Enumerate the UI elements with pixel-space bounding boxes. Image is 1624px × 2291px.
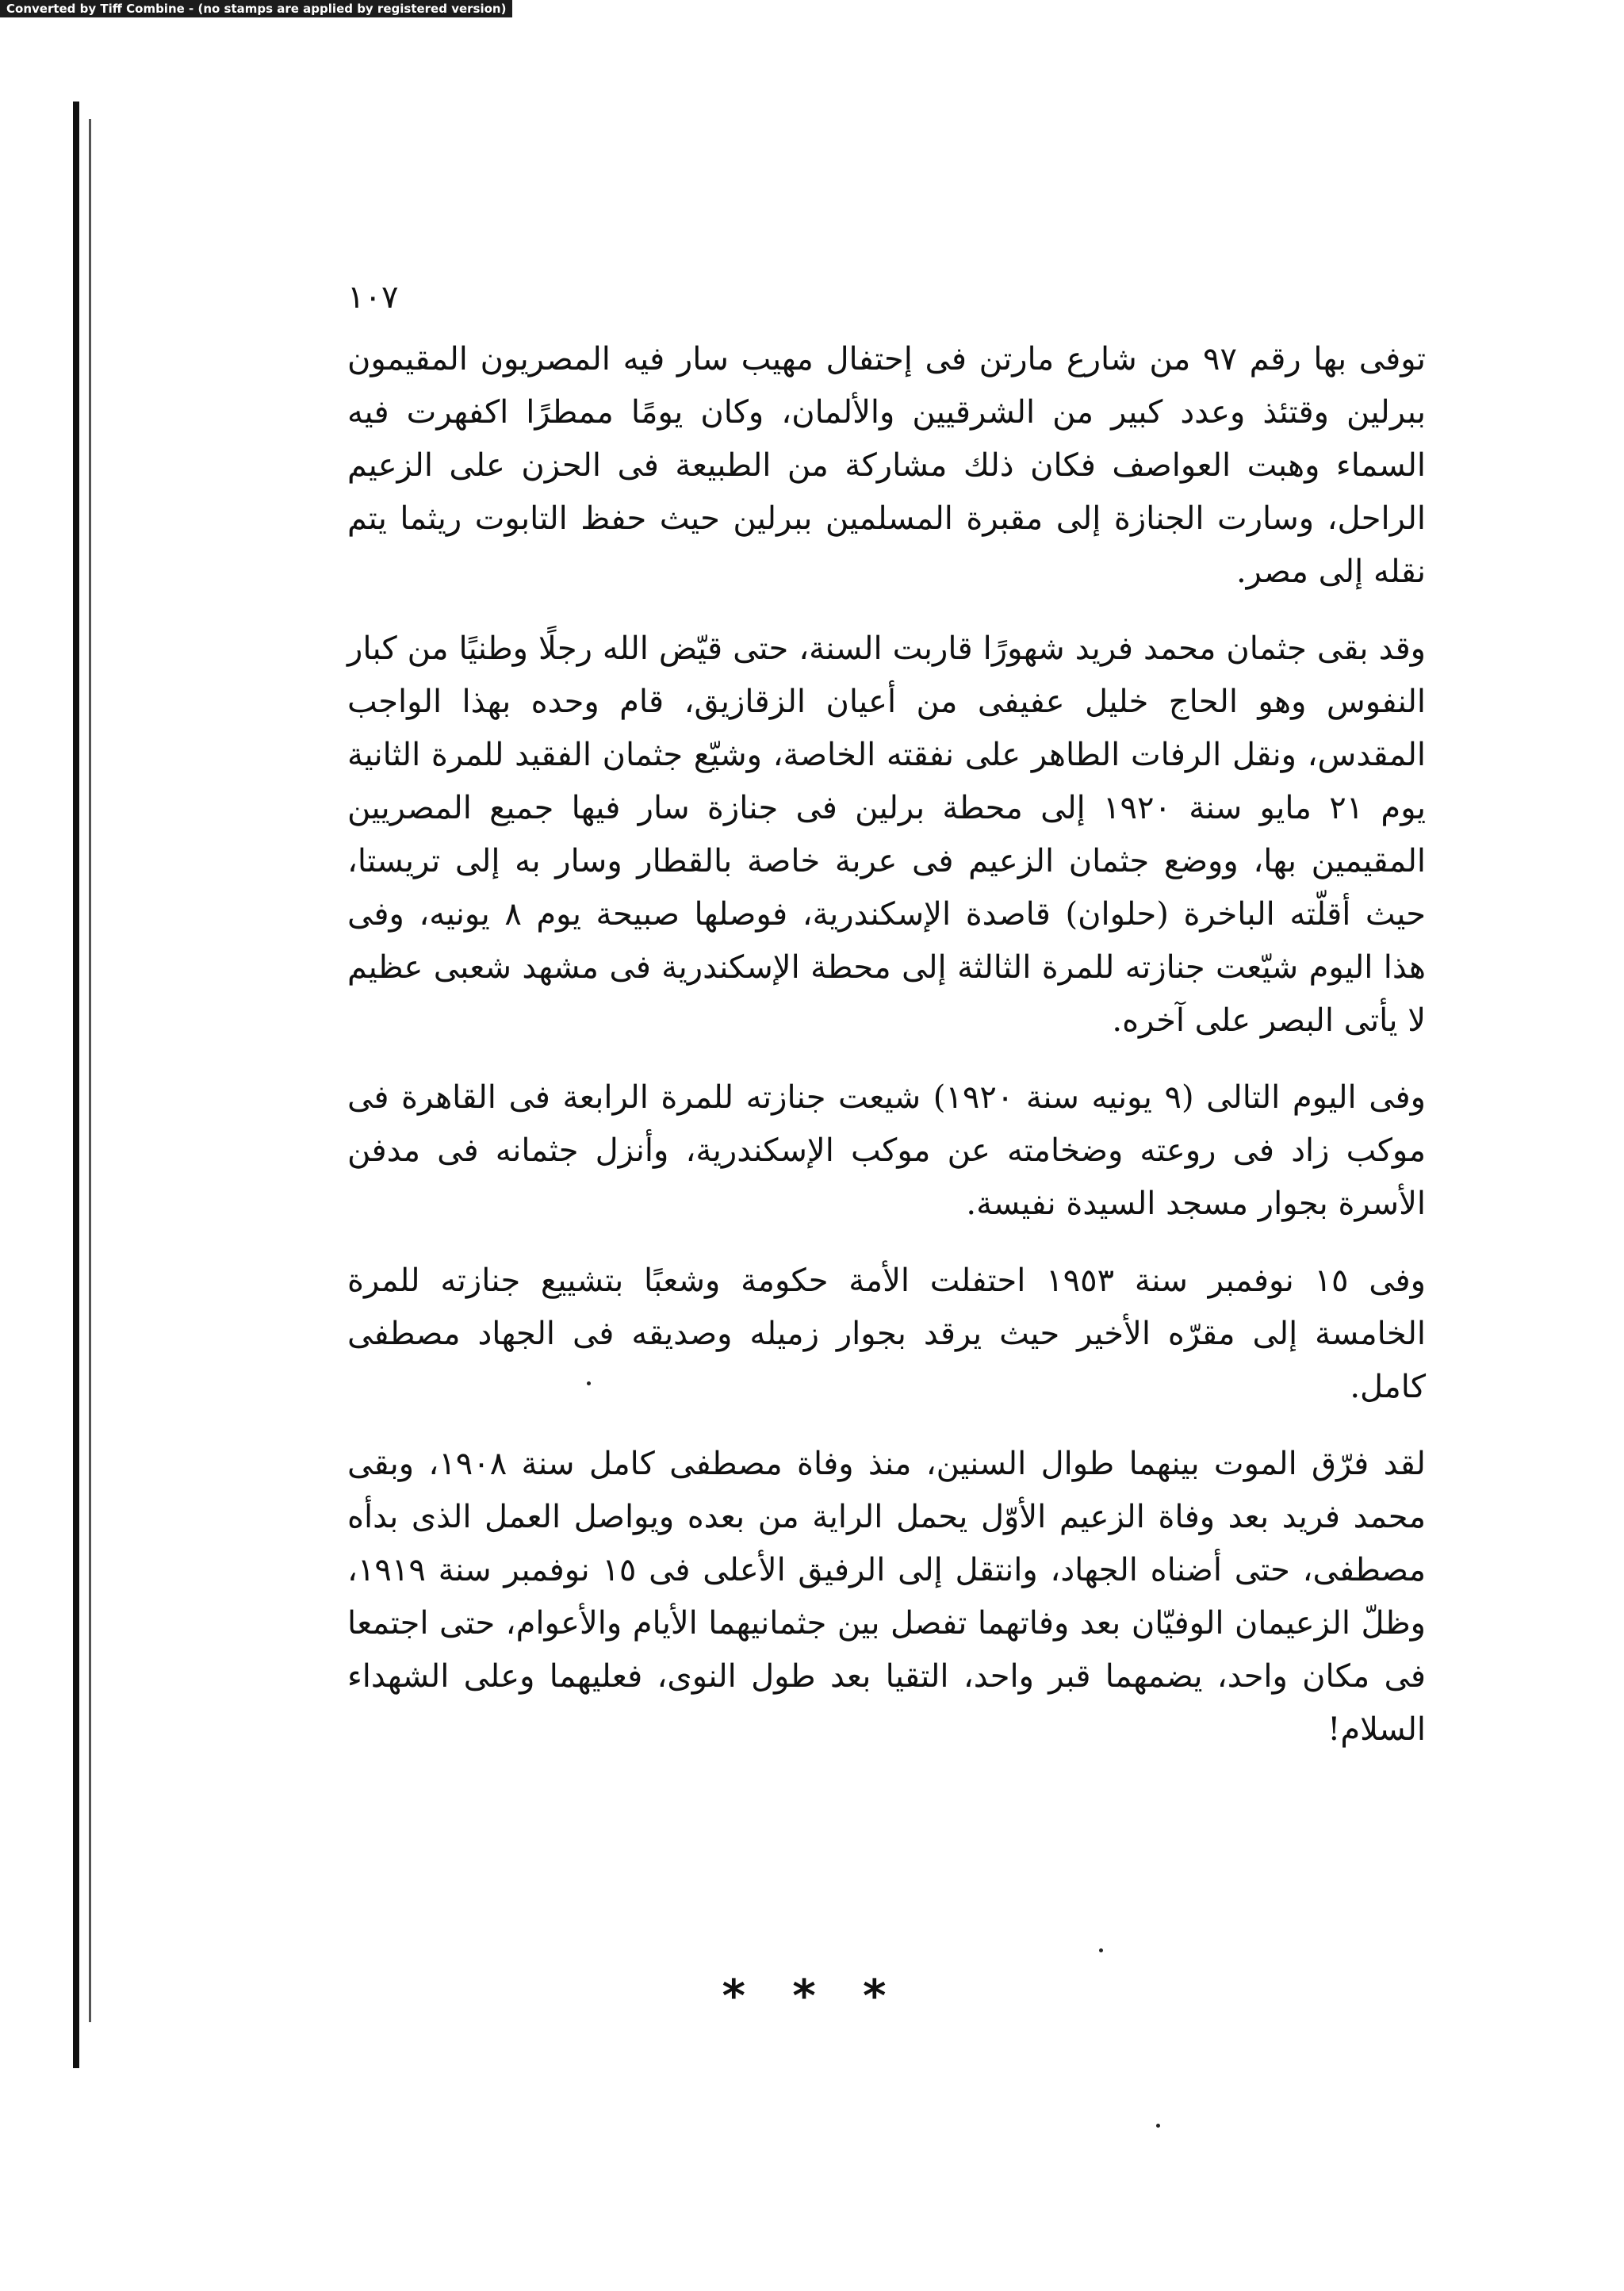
scan-speck [1099,1948,1103,1952]
paragraph-1: توفى بها رقم ٩٧ من شارع مارتن فى إحتفال مهيب سار فيه المصريون المقيمون ببرلين وقتئذ وعدد كبير من الشرقيين والألمان، وكان يومًا ممطرًا اكفهرت فيه السماء وهبت العواصف فكان ذلك مشاركة من الطبيعة فى الحزن على الزعيم الراحل، وسارت الجنازة إلى مقبرة المسلمين ببرلين حيث حفظ التابوت ريثما يتم نقله إلى مصر. [347,341,1427,590]
page-number: ١٠٧ [347,279,399,316]
scan-speck [1156,2124,1160,2128]
converter-banner: Converted by Tiff Combine - (no stamps are applied by registered version) [0,0,512,17]
page-body [347,333,1426,1780]
paragraph-5: لقد فرّق الموت بينهما طوال السنين، منذ وفاة مصطفى كامل سنة ١٩٠٨، وبقى محمد فريد بعد وفاة الزعيم الأوّل يحمل الراية من بعده ويواصل العمل الذى بدأه مصطفى، حتى أضناه الجهاد، وانتقل إلى الرفيق الأعلى فى ١٥ نوفمبر سنة ١٩١٩، وظلّ الزعيمان الوفيّان بعد وفاتهما تفصل بين جثمانيهما الأيام والأعوام، حتى اجتمعا فى مكان واحد، يضمهما قبر واحد، التقيا بعد طول النوى، فعليهما وعلى الشهداء السلام! [347,1446,1427,1748]
paragraph-4: وفى ١٥ نوفمبر سنة ١٩٥٣ احتفلت الأمة حكومة وشعبًا بتشييع جنازته للمرة الخامسة إلى مقرّه الأخير حيث يرقد بجوار زميله وصديقه فى الجهاد مصطفى كامل. [347,1262,1426,1405]
binding-edge-line [73,102,79,2068]
paragraph-2: وقد بقى جثمان محمد فريد شهورًا قاربت السنة، حتى قيّض الله رجلًا وطنيًا من كبار النفوس وهو الحاج خليل عفيفى من أعيان الزقازيق، قام وحده بهذا الواجب المقدس، ونقل الرفات الطاهر على نفقته الخاصة، وشيّع جثمان الفقيد للمرة الثانية يوم ٢١ مايو سنة ١٩٢٠ إلى محطة برلين فى جنازة سار فيها جميع المصريين المقيمين بها، ووضع جثمان الزعيم فى عربة خاصة بالقطار وسار به إلى تريستا، حيث أقلّته الباخرة (حلوان) قاصدة الإسكندرية، فوصلها صبيحة يوم ٨ يونيه، وفى هذا اليوم شيّعت جنازته للمرة الثالثة إلى محطة الإسكندرية فى مشهد شعبى عظيم لا يأتى البصر على آخره. [347,630,1426,1039]
section-end-ornament: * * * [722,1971,902,2022]
scan-speck [587,1381,591,1385]
paragraph-3: وفى اليوم التالى (٩ يونيه سنة ١٩٢٠) شيعت جنازته للمرة الرابعة فى القاهرة فى موكب زاد فى روعته وضخامته عن موكب الإسكندرية، وأنزل جثمانه فى مدفن الأسرة بجوار مسجد السيدة نفيسة. [347,1079,1426,1222]
binding-edge-shadow [89,119,91,2022]
